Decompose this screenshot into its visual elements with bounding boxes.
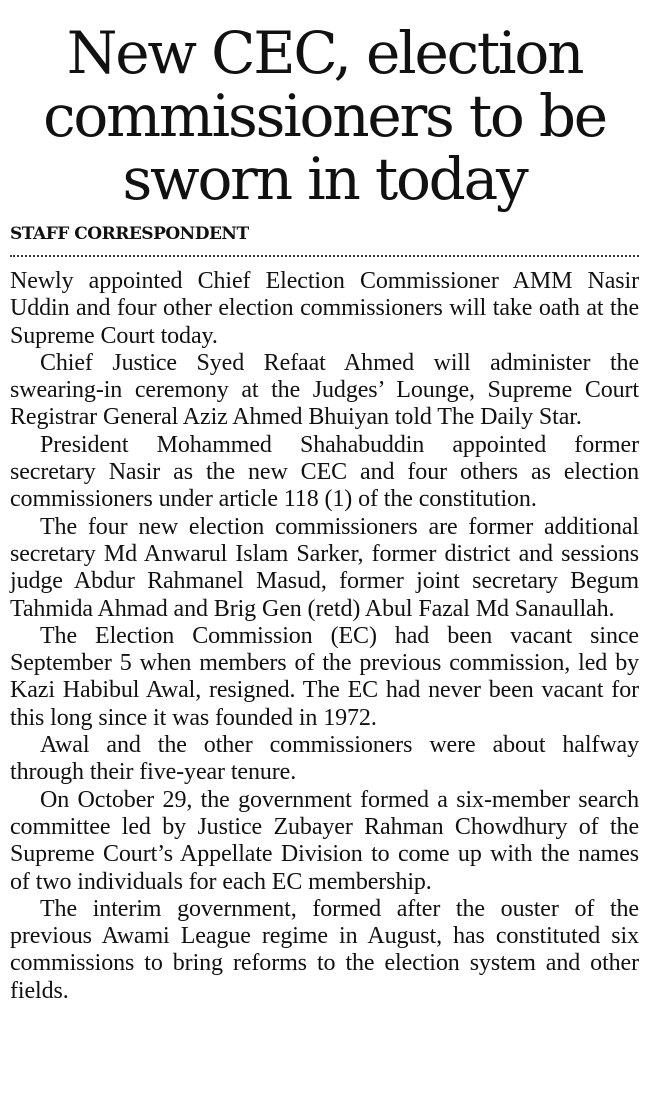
article-paragraph: President Mohammed Shahabuddin appointed former secretary Nasir as the new CEC and four others as election commissioners under article 118 (1) of the constitution. — [10, 431, 639, 513]
article-headline: New CEC, election commissioners to be sworn in today — [43, 19, 606, 213]
dotted-divider — [10, 255, 639, 257]
article-paragraph: Chief Justice Syed Refaat Ahmed will administer the swearing-in ceremony at the Judges’ Lounge, Supreme Court Registrar General Aziz Ahmed Bhuiyan told The Daily Star. — [10, 349, 639, 431]
article-paragraph: The interim government, formed after the ouster of the previous Awami League regime in August, has constituted six commissions to bring reforms to the election system and other fields. — [10, 895, 639, 1004]
article-body — [10, 268, 639, 1005]
article-paragraph: The Election Commission (EC) had been vacant since September 5 when members of the previous commission, led by Kazi Habibul Awal, resigned. The EC had never been vacant for this long since it was founded in 1972. — [10, 622, 639, 731]
article-paragraph: The four new election commissioners are former additional secretary Md Anwarul Islam Sarker, former district and sessions judge Abdur Rahmanel Masud, former joint secretary Begum Tahmida Ahmad and Brig Gen (retd) Abul Fazal Md Sanaullah. — [10, 513, 639, 622]
article-byline: STAFF CORRESPONDENT — [10, 224, 249, 244]
article-paragraph: Awal and the other commissioners were about halfway through their five-year tenure. — [10, 732, 639, 786]
article-paragraph: On October 29, the government formed a six-member search committee led by Justice Zubayer Rahman Chowdhury of the Supreme Court’s Appellate Division to come up with the names of two individuals for each EC membership. — [10, 786, 639, 895]
article-paragraph: Newly appointed Chief Election Commissioner AMM Nasir Uddin and four other election commissioners will take oath at the Supreme Court today. — [10, 268, 639, 349]
